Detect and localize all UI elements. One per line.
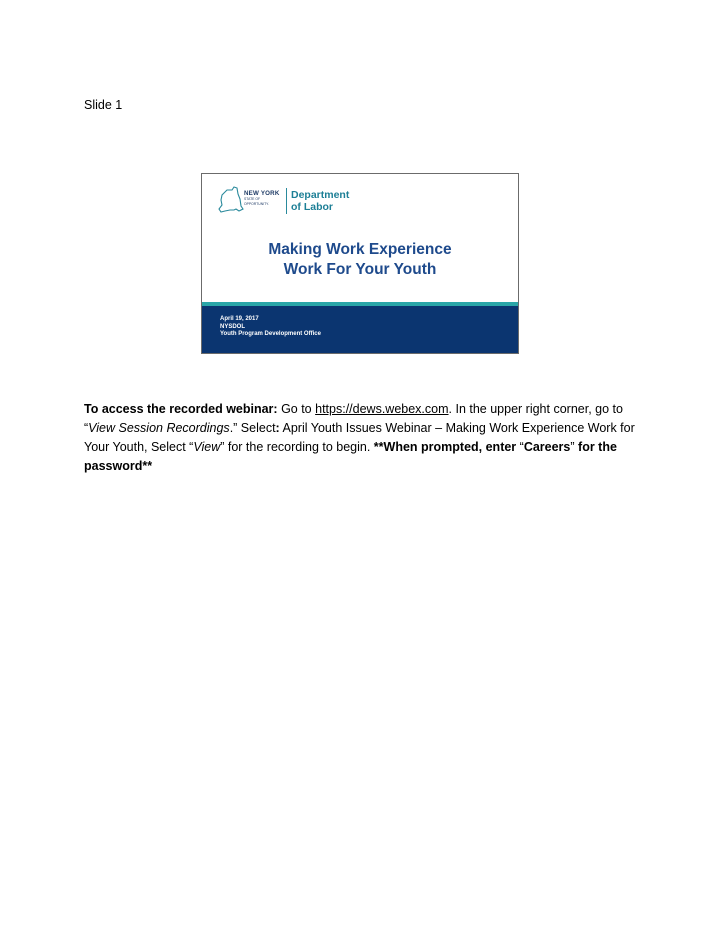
instructions-text: ”: [570, 440, 579, 454]
instructions-colon: :: [275, 421, 280, 435]
slide-thumbnail: [201, 173, 519, 354]
slide-footer-org: NYSDOL: [220, 323, 246, 330]
slide-label: Slide 1: [84, 98, 123, 112]
logo-new-york-text: NEW YORK: [244, 190, 280, 197]
instructions-lead: To access the recorded webinar:: [84, 402, 278, 416]
logo-of-labor-text: of Labor: [291, 201, 333, 213]
webinar-instructions: [84, 400, 644, 476]
slide-footer: [202, 306, 518, 354]
logo-opportunity-text: OPPORTUNITY.: [244, 201, 269, 206]
password-prompt-a: **When prompted, enter: [373, 440, 517, 454]
password-value: Careers: [523, 440, 571, 454]
instructions-text: . In the upper right corner, go to “: [84, 402, 623, 435]
slide-footer-office: Youth Program Development Office: [220, 331, 321, 337]
nysdol-logo: [216, 185, 356, 219]
slide-title: [202, 240, 518, 280]
instructions-text: Go to: [277, 402, 316, 416]
logo-state-of-text: STATE OF: [244, 197, 261, 202]
slide-footer-date: April 19, 2017: [220, 316, 259, 322]
instructions-text: “: [516, 440, 524, 454]
logo-divider: [286, 188, 287, 214]
logo-department-text: Department: [291, 189, 350, 201]
webex-link[interactable]: https://dews.webex.com: [315, 402, 449, 416]
slide-title-line-2: Work For Your Youth: [283, 261, 437, 278]
view-text: View: [193, 440, 221, 454]
instructions-text: .” Select: [229, 421, 276, 435]
slide-title-line-1: Making Work Experience: [268, 241, 452, 258]
instructions-text: ” for the recording to begin.: [220, 440, 374, 454]
instructions-text: April Youth Issues Webinar – Making Work Experience Work for Your Youth, Select “: [84, 421, 635, 454]
password-prompt-b: for the password**: [84, 440, 617, 473]
new-york-state-map-icon: [216, 185, 246, 217]
view-session-recordings-text: View Session Recordings: [88, 421, 230, 435]
